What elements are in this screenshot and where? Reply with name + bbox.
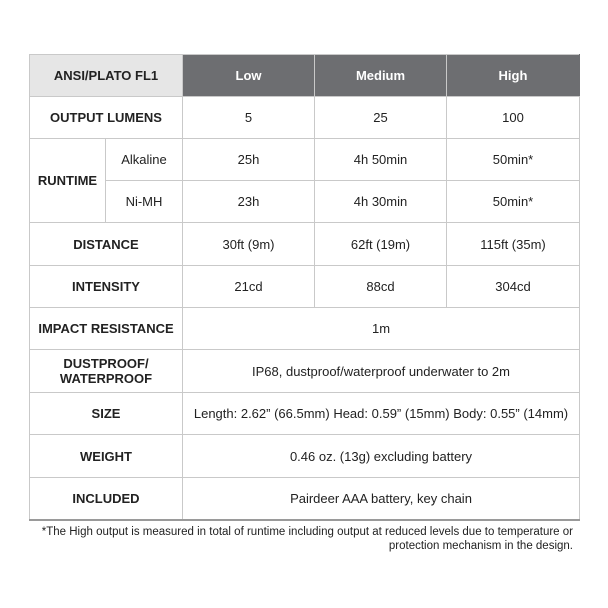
cell-high: 100 [447,97,580,139]
cell-value: 1m [183,308,580,350]
cell-high: 50min* [447,139,580,181]
sub-label-alkaline: Alkaline [106,139,183,181]
header-high: High [447,55,580,97]
header-row [30,55,580,97]
cell-value: Length: 2.62” (66.5mm) Head: 0.59” (15mm) Body: 0.55” (14mm) [183,393,580,435]
spec-table [29,54,580,521]
footnote-line2: protection mechanism in the design. [388,540,573,552]
header-low: Low [183,55,315,97]
cell-value: IP68, dustproof/waterproof underwater to 2m [183,350,580,393]
cell-value: 0.46 oz. (13g) excluding battery [183,435,580,478]
row-label: INTENSITY [30,266,183,308]
sub-label-nimh: Ni-MH [106,181,183,223]
cell-medium: 88cd [315,266,447,308]
row-distance [30,223,580,266]
row-label [30,350,183,393]
cell-medium: 4h 30min [315,181,447,223]
cell-high: 50min* [447,181,580,223]
cell-high: 115ft (35m) [447,223,580,266]
cell-low: 21cd [183,266,315,308]
row-impact-resistance [30,308,580,350]
row-label: INCLUDED [30,478,183,520]
row-intensity [30,266,580,308]
cell-medium: 25 [315,97,447,139]
row-output-lumens [30,97,580,139]
row-included [30,478,580,520]
cell-low: 30ft (9m) [183,223,315,266]
row-size [30,393,580,435]
row-label: WEIGHT [30,435,183,478]
row-label: DISTANCE [30,223,183,266]
cell-high: 304cd [447,266,580,308]
cell-low: 23h [183,181,315,223]
row-label-line1: DUSTPROOF/ [63,356,149,371]
footnote [36,525,573,553]
cell-low: 25h [183,139,315,181]
cell-medium: 4h 50min [315,139,447,181]
cell-value: Pairdeer AAA battery, key chain [183,478,580,520]
row-dustproof-waterproof [30,350,580,393]
cell-low: 5 [183,97,315,139]
row-runtime-alkaline [30,139,580,181]
row-label: OUTPUT LUMENS [30,97,183,139]
row-label: SIZE [30,393,183,435]
footnote-line1: *The High output is measured in total of runtime including output at reduced levels due to temperature or [41,526,573,538]
row-weight [30,435,580,478]
header-medium: Medium [315,55,447,97]
row-label-runtime: RUNTIME [30,139,106,223]
row-runtime-nimh [30,181,580,223]
row-label: IMPACT RESISTANCE [30,308,183,350]
row-label-line2: WATERPROOF [59,371,153,386]
cell-medium: 62ft (19m) [315,223,447,266]
header-standard: ANSI/PLATO FL1 [30,55,183,97]
